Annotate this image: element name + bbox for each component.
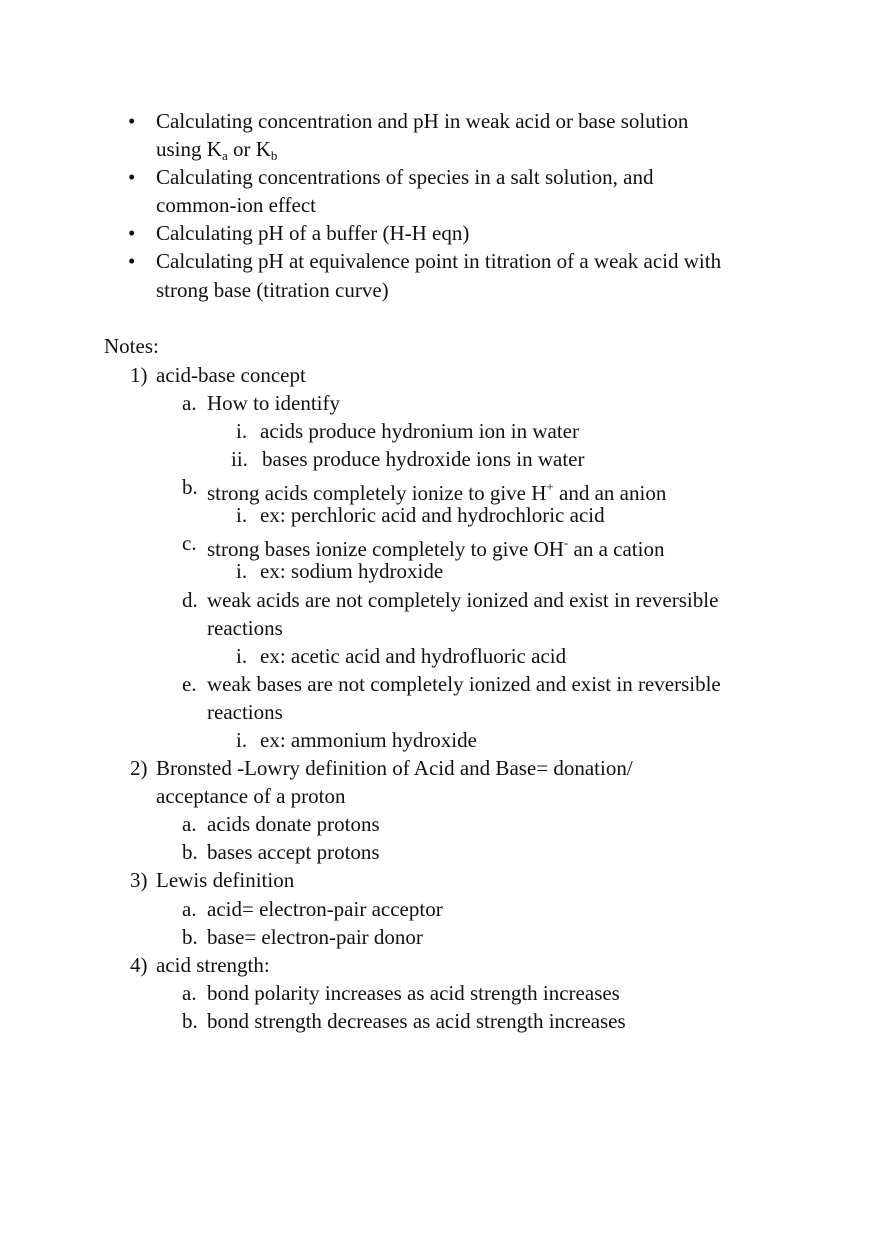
list-letter: b. xyxy=(182,1009,198,1033)
list-item: acids donate protons xyxy=(207,812,380,836)
list-number: 1) xyxy=(130,363,148,387)
notes-heading: Notes: xyxy=(104,334,159,358)
list-letter: a. xyxy=(182,897,197,921)
list-item: acid= electron-pair acceptor xyxy=(207,897,443,921)
list-item: weak bases are not completely ionized and exist in reversible xyxy=(207,672,721,696)
list-item: ex: sodium hydroxide xyxy=(260,559,444,583)
bullet-text: using $K_a$ or $K_b$ xyxy=(156,137,278,163)
list-item: bases produce hydroxide ions in water xyxy=(262,447,585,471)
list-letter: a. xyxy=(182,391,197,415)
bullet-text: strong base (titration curve) xyxy=(156,278,389,302)
list-item: acids produce hydronium ion in water xyxy=(260,419,579,443)
list-number: 3) xyxy=(130,868,148,892)
list-number: 2) xyxy=(130,756,148,780)
list-letter: b. xyxy=(182,840,198,864)
list-letter: b. xyxy=(182,925,198,949)
list-roman: i. xyxy=(236,419,248,443)
list-roman: i. xyxy=(236,559,248,583)
list-letter: a. xyxy=(182,981,197,1005)
list-roman: ii. xyxy=(231,447,248,471)
list-item: bond strength decreases as acid strength increases xyxy=(207,1009,626,1033)
list-letter: a. xyxy=(182,812,197,836)
list-letter: e. xyxy=(182,672,197,696)
list-item: acid-base concept xyxy=(156,363,306,387)
bullet-marker: • xyxy=(128,249,136,273)
bullet-text: Calculating concentrations of species in a salt solution, and xyxy=(156,165,654,189)
list-item: ex: perchloric acid and hydrochloric acid xyxy=(260,503,605,527)
list-item: ex: ammonium hydroxide xyxy=(260,728,477,752)
bullet-marker: • xyxy=(128,221,136,245)
bullet-marker: • xyxy=(128,165,136,189)
list-item: acid strength: xyxy=(156,953,270,977)
list-item: acceptance of a proton xyxy=(156,784,346,808)
list-item: reactions xyxy=(207,616,283,640)
list-item: weak acids are not completely ionized and exist in reversible xyxy=(207,588,719,612)
list-letter: c. xyxy=(182,531,197,555)
list-item: How to identify xyxy=(207,391,340,415)
list-item: reactions xyxy=(207,700,283,724)
list-roman: i. xyxy=(236,728,248,752)
list-item: Lewis definition xyxy=(156,868,295,892)
list-roman: i. xyxy=(236,644,248,668)
list-item: Bronsted -Lowry definition of Acid and Base= donation/ xyxy=(156,756,633,780)
list-item: strong bases ionize completely to give OH- an a cation xyxy=(207,535,665,561)
bullet-marker: • xyxy=(128,109,136,133)
bullet-text: Calculating pH at equivalence point in titration of a weak acid with xyxy=(156,249,722,273)
list-item: bond polarity increases as acid strength increases xyxy=(207,981,620,1005)
list-letter: b. xyxy=(182,475,198,499)
bullet-text: Calculating concentration and pH in weak acid or base solution xyxy=(156,109,689,133)
list-roman: i. xyxy=(236,503,248,527)
list-item: base= electron-pair donor xyxy=(207,925,423,949)
bullet-text: common-ion effect xyxy=(156,193,316,217)
bullet-text: Calculating pH of a buffer (H-H eqn) xyxy=(156,221,470,245)
list-item: strong acids completely ionize to give H+ and an anion xyxy=(207,479,667,505)
list-number: 4) xyxy=(130,953,148,977)
list-letter: d. xyxy=(182,588,198,612)
list-item: bases accept protons xyxy=(207,840,380,864)
list-item: ex: acetic acid and hydrofluoric acid xyxy=(260,644,567,668)
